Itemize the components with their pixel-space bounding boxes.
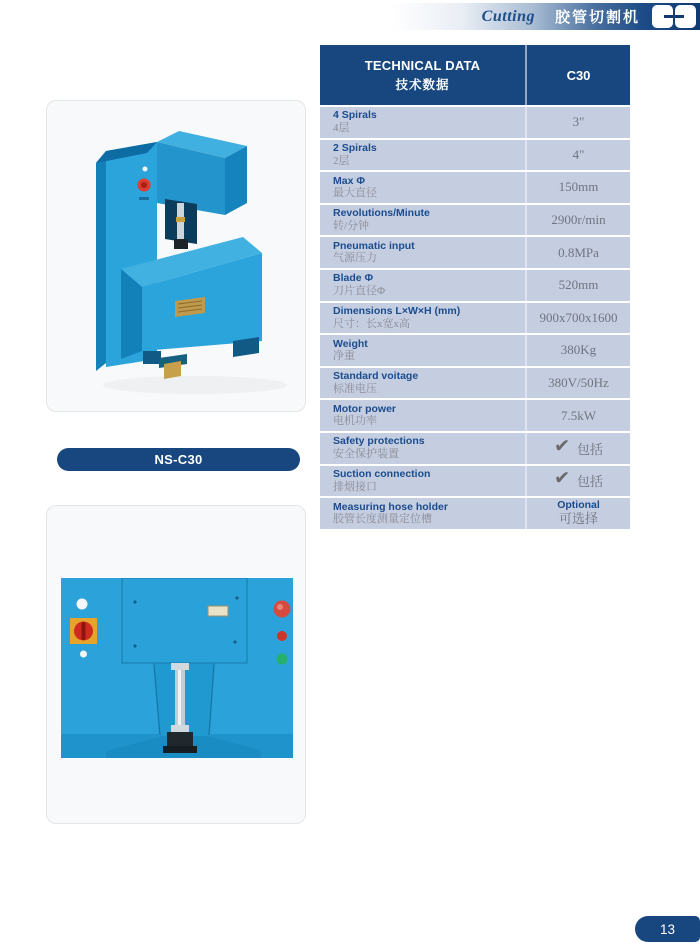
logo-plate-right-icon [675,5,696,28]
spec-label-cell [320,205,527,236]
spec-label-cell [320,140,527,171]
spec-label-cell [320,107,527,138]
spec-label-zh: 气源压力 [333,252,377,265]
spec-label-en: 2 Spirals [333,142,377,154]
spec-row [320,270,630,301]
spec-label-cell [320,466,527,497]
spec-label-en: Max Φ [333,174,365,187]
check-icon: ✔ [553,434,571,458]
table-header-title [320,45,527,105]
spec-label-zh: 2层 [333,154,350,167]
spec-label-cell [320,303,527,334]
spec-row [320,400,630,431]
table-title-zh: 技术数据 [395,77,450,92]
section-title-en: Cutting [481,7,535,25]
spec-label-zh: 安全保护装置 [333,447,399,460]
spec-label-en: Suction connection [333,467,431,480]
spec-row [320,433,630,464]
spec-label-en: Motor power [333,402,396,415]
spec-label-cell [320,237,527,268]
spec-value [527,400,630,431]
spec-row [320,140,630,171]
spec-value-text: 3" [572,114,585,130]
spec-value [527,237,630,268]
check-icon: ✔ [553,466,571,490]
spec-label-zh: 最大直径 [333,187,377,200]
spec-row [320,368,630,399]
section-title-zh: 胶管切割机 [554,9,640,26]
spec-label-en: Revolutions/Minute [333,207,430,220]
table-header [320,45,630,105]
spec-label-zh: 尺寸：长x宽x高 [333,317,410,330]
spec-label-zh: 4层 [333,122,350,134]
cutting-machine-photo [47,101,305,411]
spec-label-cell [320,368,527,399]
machine-photo-card [46,100,306,412]
spec-label-zh: 胶管长度测量定位槽 [333,513,432,526]
spec-value [527,172,630,203]
spec-value [527,205,630,236]
spec-label-cell [320,335,527,366]
machine-closeup-photo [61,578,293,758]
spec-label-zh: 电机功率 [333,415,377,428]
model-badge: NS-C30 [57,448,300,471]
spec-label-en: Weight [333,337,368,350]
spec-value-text: 900x700x1600 [539,309,618,325]
page-number-badge: 13 [635,916,700,942]
spec-value-text: 0.8MPa [558,244,599,260]
spec-label-zh: 转/分钟 [333,219,370,232]
spec-value-text: 150mm [558,179,599,195]
spec-label-cell [320,400,527,431]
spec-row [320,303,630,334]
spec-value [527,368,630,399]
spec-value-optional-zh: 可选择 [558,511,598,527]
spec-rows [320,107,630,529]
table-title-en: TECHNICAL DATA [364,57,481,73]
spec-value-text: 包括 [576,474,603,490]
spec-value [527,270,630,301]
spec-value-text: 520mm [558,277,599,293]
brand-logo-icon [652,5,696,28]
spec-label-zh: 标准电压 [333,382,377,395]
spec-value-text: 包括 [576,441,603,457]
spec-label-en: Measuring hose holder [333,500,448,513]
spec-label-en: Standard voitage [333,370,419,383]
spec-row [320,237,630,268]
spec-value-text: 7.5kW [560,407,597,423]
spec-label-cell [320,498,527,529]
spec-value [527,335,630,366]
spec-row [320,205,630,236]
spec-value-text: 380V/50Hz [548,375,609,391]
spec-label-zh: 净重 [333,350,355,363]
spec-value [527,140,630,171]
spec-label-zh: 排烟接口 [333,480,377,493]
spec-value [527,498,630,529]
spec-value [527,107,630,138]
table-model-column-header: C30 [566,67,591,83]
spec-label-en: Pneumatic input [333,239,415,252]
page-header-bar [0,3,700,30]
spec-label-cell [320,433,527,464]
spec-label-en: 4 Spirals [333,109,377,122]
spec-row [320,172,630,203]
spec-value [527,303,630,334]
spec-label-cell [320,172,527,203]
spec-value-text: 380Kg [560,342,597,358]
spec-label-en: Dimensions L×W×H (mm) [333,304,461,317]
technical-data-table [320,45,630,531]
spec-label-cell [320,270,527,301]
spec-label-en: Blade Φ [333,272,374,285]
spec-row [320,335,630,366]
spec-value-text: 4" [572,146,585,162]
spec-row [320,107,630,138]
spec-value [527,433,630,464]
logo-plate-left-icon [652,5,673,28]
spec-label-en: Safety protections [333,435,425,448]
spec-row [320,498,630,529]
spec-value-optional-en: Optional [557,499,600,512]
spec-value-text: 2900r/min [551,212,606,228]
spec-label-zh: 刀片直径Φ [333,284,386,297]
spec-row [320,466,630,497]
spec-value [527,466,630,497]
machine-closeup-card [46,505,306,824]
